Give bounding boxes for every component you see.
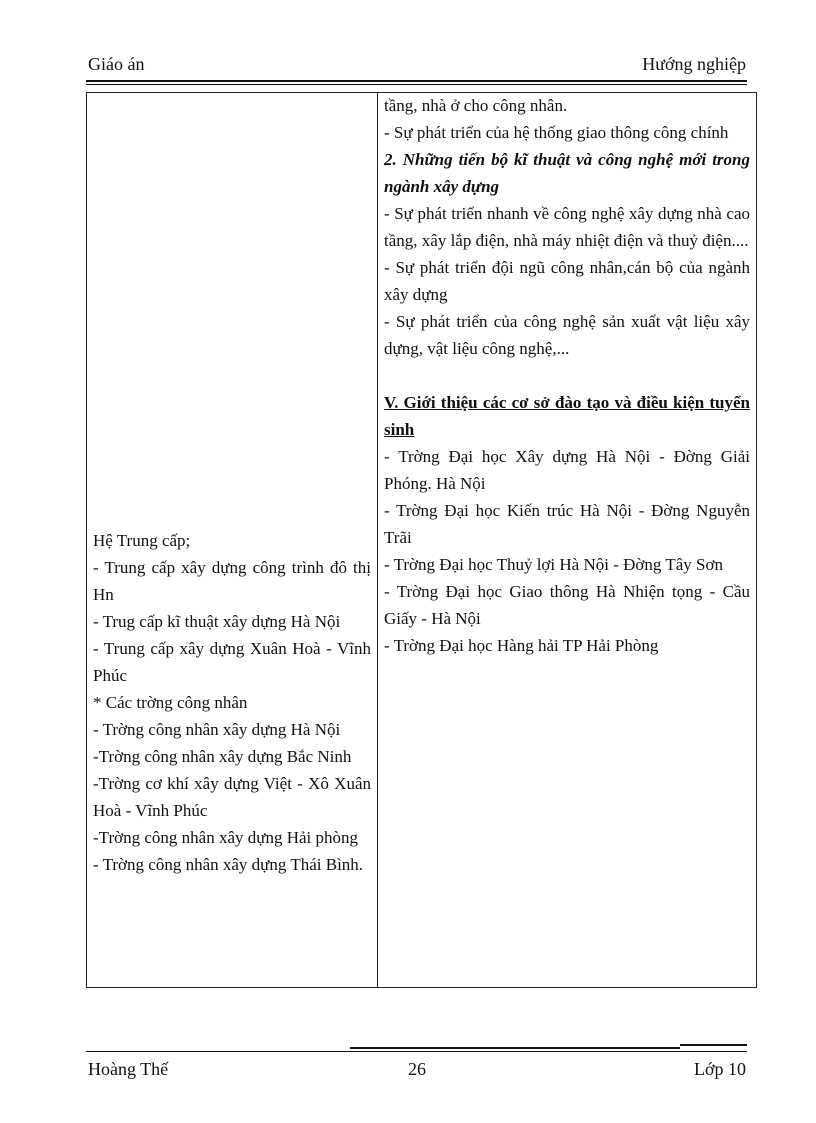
list-item: -Trờng công nhân xây dựng Bắc Ninh	[93, 747, 352, 766]
header-rule	[86, 80, 747, 82]
list-item: - Sự phát triển đội ngũ công nhân,cán bộ của ngành xây dựng	[384, 258, 750, 304]
paragraph: tầng, nhà ở cho công nhân.	[384, 96, 568, 115]
list-item: - Sự phát triển nhanh về công nghệ xây dựng nhà cao tầng, xây lắp điện, nhà máy nhiệt điện và thuỷ điện....	[384, 204, 750, 250]
list-item: - Sự phát triển của công nghệ sản xuất vật liệu xây dựng, vật liệu công nghệ,...	[384, 312, 750, 358]
list-item: -Trờng cơ khí xây dựng Việt - Xô Xuân Hoà - Vĩnh Phúc	[93, 774, 371, 820]
footer-rule-thin	[86, 1051, 747, 1052]
column-divider	[377, 93, 378, 987]
list-item: - Trung cấp xây dựng Xuân Hoà - Vĩnh Phúc	[93, 639, 371, 685]
footer-author: Hoàng Thế	[88, 1059, 169, 1079]
list-item: - Trờng Đại học Kiến trúc Hà Nội - Đờng Nguyễn Trãi	[384, 501, 750, 547]
list-item: - Trờng Đại học Xây dựng Hà Nội - Đờng Giải Phóng. Hà Nội	[384, 447, 750, 493]
footer-rule-accent	[680, 1044, 747, 1046]
list-subheading: * Các trờng công nhân	[93, 693, 248, 712]
header-document-type: Giáo án	[88, 54, 145, 74]
header-subject: Hướng nghiệp	[642, 54, 746, 74]
header-rule-thin	[86, 84, 747, 85]
section-5-title: V. Giới thiệu các cơ sở đào tạo và điều kiện tuyển sinh	[384, 393, 750, 439]
list-item: - Trờng Đại học Hàng hải TP Hải Phòng	[384, 636, 659, 655]
list-item: - Trờng Đại học Thuỷ lợi Hà Nội - Đờng Tây Sơn	[384, 555, 723, 574]
right-column	[384, 92, 750, 659]
list-item: - Trug cấp kĩ thuật xây dựng Hà Nội	[93, 612, 341, 631]
left-heading: Hệ Trung cấp;	[93, 531, 191, 550]
footer-rule	[350, 1047, 680, 1049]
page-number: 26	[408, 1059, 426, 1079]
section-2-title: 2. Những tiến bộ kĩ thuật và công nghệ mới trong ngành xây dựng	[384, 150, 750, 196]
list-item: - Trờng Đại học Giao thông Hà Nhiện tọng - Cầu Giấy - Hà Nội	[384, 582, 750, 628]
list-item: -Trờng công nhân xây dựng Hải phòng	[93, 828, 358, 847]
footer-class: Lớp 10	[693, 1059, 746, 1079]
list-item: - Trờng công nhân xây dựng Hà Nội	[93, 720, 341, 739]
left-column	[93, 527, 371, 878]
lesson-table	[86, 92, 757, 988]
list-item: - Trờng công nhân xây dựng Thái Bình.	[93, 855, 364, 874]
spacer	[384, 362, 750, 389]
paragraph: - Sự phát triển của hệ thống giao thông công chính	[384, 123, 729, 142]
list-item: - Trung cấp xây dựng công trình đô thị Hn	[93, 558, 371, 604]
